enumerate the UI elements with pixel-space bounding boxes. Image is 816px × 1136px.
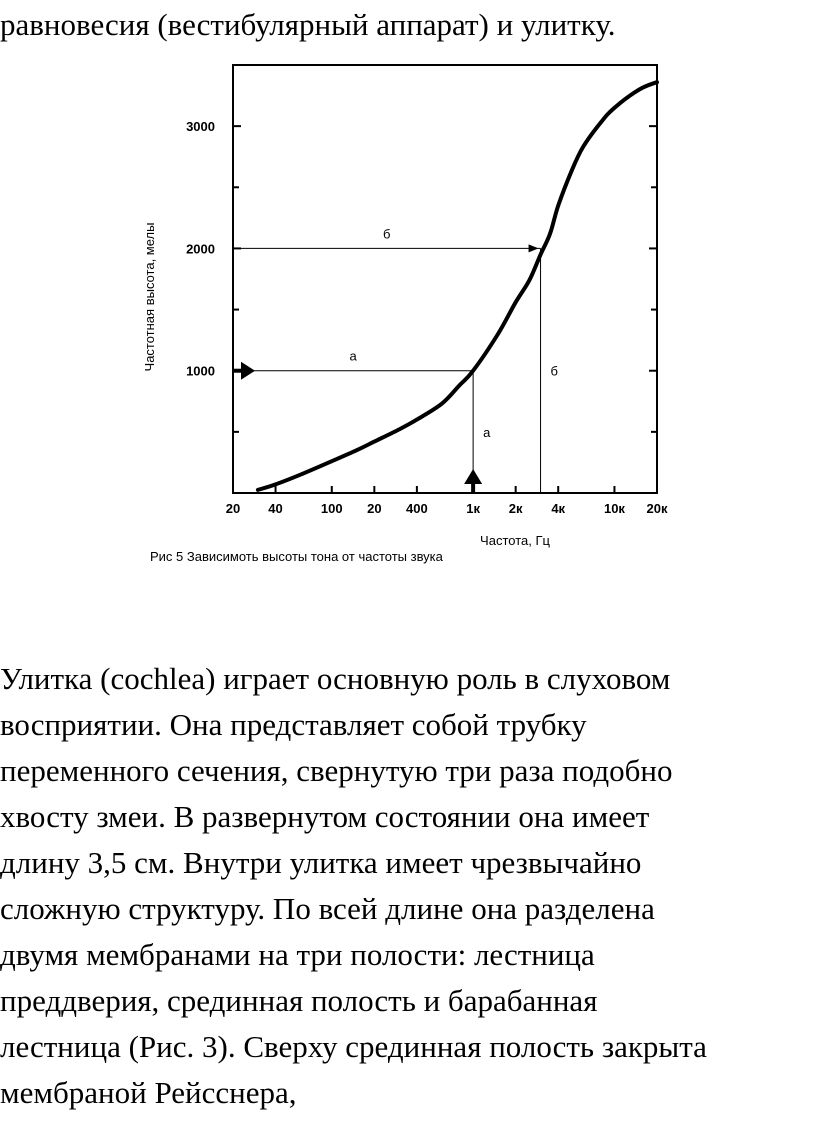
paragraph-line: преддверия, срединная полость и барабанная — [0, 983, 598, 1018]
paragraph-line: переменного сечения, свернутую три раза подобно — [0, 753, 673, 788]
chart-series — [258, 82, 657, 490]
x-tick-label: 20 — [225, 501, 241, 516]
annotation-label: а — [483, 424, 491, 440]
x-tick-label: 20к — [646, 501, 668, 516]
y-tick-label: 2000 — [186, 241, 215, 257]
x-tick-label: 4к — [551, 501, 566, 516]
x-tick-label: 2к — [508, 501, 523, 516]
paragraph-line: длину 3,5 см. Внутри улитка имеет чрезвычайно — [0, 845, 642, 880]
chart-ticks — [233, 126, 657, 493]
annotation-label: б — [383, 226, 391, 242]
paragraph-line: двумя мембранами на три полости: лестница — [0, 937, 595, 972]
y-tick-label: 3000 — [186, 119, 215, 135]
x-tick-label: 10к — [603, 501, 625, 516]
figure-caption: Рис 5 Зависимоть высоты тона от частоты звука — [150, 549, 443, 564]
top-text-line: равновесия (вестибулярный аппарат) и улитку. — [0, 7, 616, 42]
y-axis-title: Частотная высота, мелы — [142, 222, 157, 372]
x-tick-label: 1к — [466, 501, 480, 516]
paragraph-line: сложную структуру. По всей длине она разделена — [0, 891, 655, 926]
pitch-frequency-figure — [140, 55, 680, 575]
chart-guides — [233, 244, 541, 493]
paragraph-line: хвосту змеи. В развернутом состоянии она имеет — [0, 799, 650, 834]
x-tick-label: 400 — [406, 501, 428, 516]
y-tick-label: 1000 — [186, 363, 215, 379]
input-arrow-left — [241, 362, 255, 380]
input-arrow-shaft-bottom — [471, 483, 475, 493]
annotation-label: б — [550, 363, 559, 379]
x-tick-label: 20 — [367, 501, 382, 516]
x-tick-label: 40 — [268, 501, 283, 516]
paragraph-line: мембраной Рейсснера, — [0, 1075, 297, 1110]
x-tick-label: 100 — [320, 501, 343, 516]
x-axis-title: Частота, Гц — [480, 533, 550, 548]
paragraph-line: лестница (Рис. 3). Сверху срединная полость закрыта — [0, 1029, 707, 1064]
input-arrow-bottom — [464, 469, 482, 484]
paragraph-line: восприятии. Она представляет собой трубку — [0, 707, 587, 742]
body-paragraph — [0, 656, 816, 1116]
chart-labels — [142, 119, 668, 564]
chart-svg — [140, 55, 680, 575]
paragraph-line: Улитка (cochlea) играет основную роль в слуховом — [0, 661, 671, 696]
guide-arrowhead — [529, 244, 539, 252]
pitch-curve — [258, 82, 657, 490]
annotation-label: а — [349, 348, 357, 364]
